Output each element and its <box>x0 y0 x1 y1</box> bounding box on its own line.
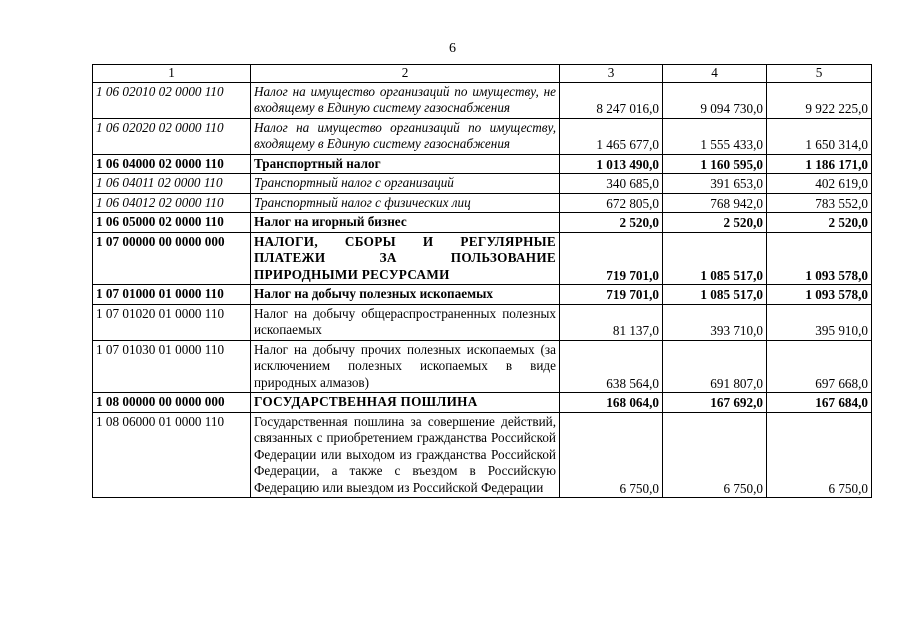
row-value-col4: 393 710,0 <box>663 304 767 340</box>
row-value-col3: 672 805,0 <box>560 193 663 213</box>
table-row <box>93 193 872 213</box>
row-value-col5: 2 520,0 <box>767 213 872 233</box>
row-value-col5: 402 619,0 <box>767 174 872 194</box>
column-header: 3 <box>560 65 663 83</box>
row-code: 1 06 05000 02 0000 110 <box>93 213 251 233</box>
row-code: 1 06 04000 02 0000 110 <box>93 154 251 174</box>
row-value-col3: 1 465 677,0 <box>560 118 663 154</box>
row-name: НАЛОГИ, СБОРЫ И РЕГУЛЯРНЫЕ ПЛАТЕЖИ ЗА ПОЛЬЗОВАНИЕ ПРИРОДНЫМИ РЕСУРСАМИ <box>251 232 560 285</box>
row-value-col4: 391 653,0 <box>663 174 767 194</box>
row-code: 1 07 01030 01 0000 110 <box>93 340 251 393</box>
row-value-col4: 1 555 433,0 <box>663 118 767 154</box>
row-value-col3: 2 520,0 <box>560 213 663 233</box>
row-value-col3: 8 247 016,0 <box>560 82 663 118</box>
row-value-col5: 1 093 578,0 <box>767 232 872 285</box>
row-code: 1 07 01000 01 0000 110 <box>93 285 251 305</box>
row-name: Налог на добычу полезных ископаемых <box>251 285 560 305</box>
row-value-col3: 340 685,0 <box>560 174 663 194</box>
table-row <box>93 118 872 154</box>
row-value-col5: 395 910,0 <box>767 304 872 340</box>
row-value-col3: 1 013 490,0 <box>560 154 663 174</box>
column-header: 1 <box>93 65 251 83</box>
row-name: Транспортный налог с организаций <box>251 174 560 194</box>
table-row <box>93 340 872 393</box>
row-name: Транспортный налог с физических лиц <box>251 193 560 213</box>
table-row <box>93 213 872 233</box>
table-row <box>93 174 872 194</box>
column-header: 2 <box>251 65 560 83</box>
table-row <box>93 82 872 118</box>
row-name: Налог на имущество организаций по имуществу, входящему в Единую систему газоснабжения <box>251 118 560 154</box>
row-value-col4: 6 750,0 <box>663 412 767 498</box>
row-value-col5: 697 668,0 <box>767 340 872 393</box>
row-value-col5: 1 186 171,0 <box>767 154 872 174</box>
row-value-col3: 719 701,0 <box>560 232 663 285</box>
row-value-col3: 638 564,0 <box>560 340 663 393</box>
table-row <box>93 232 872 285</box>
row-code: 1 06 02010 02 0000 110 <box>93 82 251 118</box>
row-name: Государственная пошлина за совершение действий, связанных с приобретением гражданства Российской Федерации или выходом из гражданства Российской Федерации, а также с въездом в Российскую Федерацию или выездом из Российской Федерации <box>251 412 560 498</box>
row-code: 1 06 04012 02 0000 110 <box>93 193 251 213</box>
row-value-col3: 719 701,0 <box>560 285 663 305</box>
table-row <box>93 393 872 413</box>
row-value-col5: 9 922 225,0 <box>767 82 872 118</box>
row-name: Налог на добычу прочих полезных ископаемых (за исключением полезных ископаемых в виде природных алмазов) <box>251 340 560 393</box>
row-code: 1 06 02020 02 0000 110 <box>93 118 251 154</box>
row-value-col4: 2 520,0 <box>663 213 767 233</box>
table-row <box>93 285 872 305</box>
row-name: Налог на игорный бизнес <box>251 213 560 233</box>
page-number: 6 <box>449 41 456 56</box>
row-code: 1 07 01020 01 0000 110 <box>93 304 251 340</box>
row-name: Транспортный налог <box>251 154 560 174</box>
row-name: Налог на добычу общераспространенных полезных ископаемых <box>251 304 560 340</box>
table-row <box>93 154 872 174</box>
row-value-col5: 1 650 314,0 <box>767 118 872 154</box>
row-value-col5: 167 684,0 <box>767 393 872 413</box>
row-name: Налог на имущество организаций по имуществу, не входящему в Единую систему газоснабжения <box>251 82 560 118</box>
row-code: 1 08 06000 01 0000 110 <box>93 412 251 498</box>
table-header-row <box>93 65 872 83</box>
row-value-col4: 1 085 517,0 <box>663 232 767 285</box>
row-value-col4: 768 942,0 <box>663 193 767 213</box>
row-value-col3: 81 137,0 <box>560 304 663 340</box>
row-value-col5: 6 750,0 <box>767 412 872 498</box>
budget-table <box>92 64 872 498</box>
row-value-col3: 168 064,0 <box>560 393 663 413</box>
row-value-col4: 9 094 730,0 <box>663 82 767 118</box>
row-name: ГОСУДАРСТВЕННАЯ ПОШЛИНА <box>251 393 560 413</box>
row-value-col4: 1 160 595,0 <box>663 154 767 174</box>
row-value-col5: 783 552,0 <box>767 193 872 213</box>
column-header: 5 <box>767 65 872 83</box>
row-value-col3: 6 750,0 <box>560 412 663 498</box>
row-value-col4: 167 692,0 <box>663 393 767 413</box>
row-value-col5: 1 093 578,0 <box>767 285 872 305</box>
table-row <box>93 412 872 498</box>
row-code: 1 08 00000 00 0000 000 <box>93 393 251 413</box>
row-value-col4: 691 807,0 <box>663 340 767 393</box>
table-row <box>93 304 872 340</box>
row-code: 1 06 04011 02 0000 110 <box>93 174 251 194</box>
row-code: 1 07 00000 00 0000 000 <box>93 232 251 285</box>
column-header: 4 <box>663 65 767 83</box>
row-value-col4: 1 085 517,0 <box>663 285 767 305</box>
